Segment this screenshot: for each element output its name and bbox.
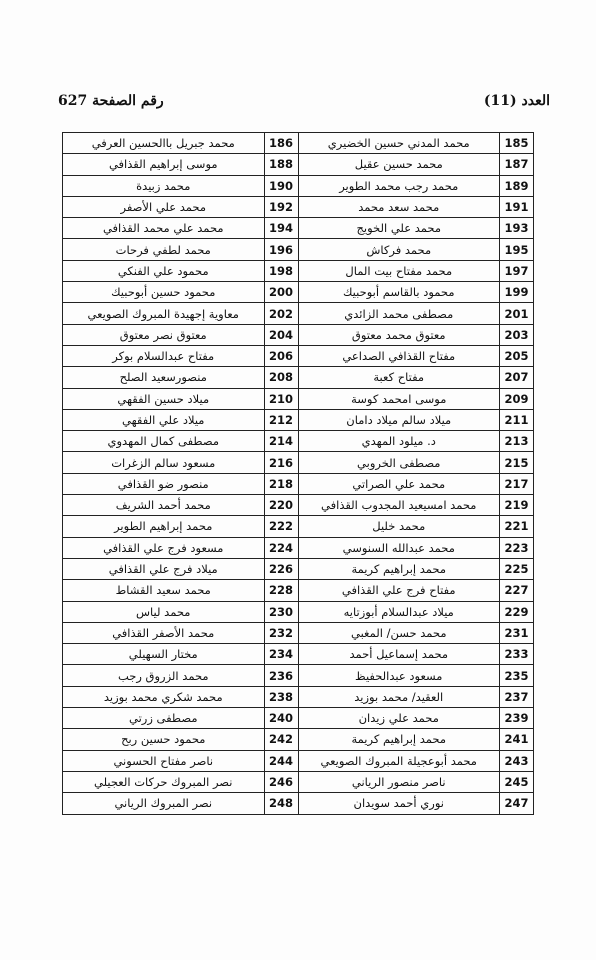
entry-number: 201 bbox=[500, 303, 534, 324]
table-row bbox=[63, 750, 534, 771]
entry-number: 214 bbox=[264, 431, 298, 452]
entry-name: مفتاح كعبة bbox=[298, 367, 500, 388]
entry-number: 238 bbox=[264, 686, 298, 707]
table-row bbox=[63, 793, 534, 814]
entry-name: محمد المدني حسين الخضيري bbox=[298, 133, 500, 154]
entry-number: 215 bbox=[500, 452, 534, 473]
entry-name: مختار السهيلي bbox=[63, 644, 265, 665]
entry-number: 193 bbox=[500, 218, 534, 239]
entry-name: محمد عبدالله السنوسي bbox=[298, 537, 500, 558]
table-row bbox=[63, 388, 534, 409]
entry-name: منصورسعيد الصلح bbox=[63, 367, 265, 388]
entry-number: 187 bbox=[500, 154, 534, 175]
entry-name: محمد الزروق رجب bbox=[63, 665, 265, 686]
entry-name: محمد علي الأصفر bbox=[63, 196, 265, 217]
entry-number: 239 bbox=[500, 708, 534, 729]
entry-number: 209 bbox=[500, 388, 534, 409]
entry-name: العقيد/ محمد بوزيد bbox=[298, 686, 500, 707]
entry-number: 195 bbox=[500, 239, 534, 260]
entry-number: 199 bbox=[500, 282, 534, 303]
table-row bbox=[63, 367, 534, 388]
entry-name: نصر المبروك حركات العجيلي bbox=[63, 771, 265, 792]
entry-name: محمد أبوعجيلة المبروك الصويعي bbox=[298, 750, 500, 771]
entry-name: محمد أحمد الشريف bbox=[63, 495, 265, 516]
entry-name: مصطفى الخروبي bbox=[298, 452, 500, 473]
entry-name: مسعود عبدالحفيظ bbox=[298, 665, 500, 686]
entry-number: 216 bbox=[264, 452, 298, 473]
table-row bbox=[63, 516, 534, 537]
entry-number: 220 bbox=[264, 495, 298, 516]
entry-name: محمد لطفي فرحات bbox=[63, 239, 265, 260]
entry-number: 217 bbox=[500, 473, 534, 494]
entry-name: محمد إبراهيم الطوير bbox=[63, 516, 265, 537]
table-row bbox=[63, 622, 534, 643]
entry-number: 244 bbox=[264, 750, 298, 771]
entry-name: مفتاح عبدالسلام بوكر bbox=[63, 345, 265, 366]
entry-number: 208 bbox=[264, 367, 298, 388]
entry-number: 245 bbox=[500, 771, 534, 792]
entry-name: محمد سعيد القشاط bbox=[63, 580, 265, 601]
entry-number: 202 bbox=[264, 303, 298, 324]
entry-name: محمود حسين أبوحبيك bbox=[63, 282, 265, 303]
entry-name: محمد جبريل باالحسين العرفي bbox=[63, 133, 265, 154]
entry-name: مسعود سالم الزغرات bbox=[63, 452, 265, 473]
entry-number: 225 bbox=[500, 558, 534, 579]
entry-name: محمد زبيدة bbox=[63, 175, 265, 196]
entry-number: 227 bbox=[500, 580, 534, 601]
entry-name: ميلاد حسين الفقهي bbox=[63, 388, 265, 409]
entry-name: محمود علي الفنكي bbox=[63, 260, 265, 281]
entry-name: محمد حسين عقيل bbox=[298, 154, 500, 175]
entry-name: ميلاد سالم ميلاد دامان bbox=[298, 409, 500, 430]
entry-number: 191 bbox=[500, 196, 534, 217]
entry-name: مفتاح فرج علي القذافي bbox=[298, 580, 500, 601]
entry-number: 236 bbox=[264, 665, 298, 686]
entry-name: محمد خليل bbox=[298, 516, 500, 537]
table-row bbox=[63, 580, 534, 601]
entry-number: 192 bbox=[264, 196, 298, 217]
entry-number: 231 bbox=[500, 622, 534, 643]
entry-name: مسعود فرج علي القذافي bbox=[63, 537, 265, 558]
entry-number: 218 bbox=[264, 473, 298, 494]
entry-name: د. ميلود المهدي bbox=[298, 431, 500, 452]
entry-name: معتوق محمد معتوق bbox=[298, 324, 500, 345]
entry-name: محمد علي محمد القذافي bbox=[63, 218, 265, 239]
entry-number: 194 bbox=[264, 218, 298, 239]
entry-number: 233 bbox=[500, 644, 534, 665]
entry-name: محمد لياس bbox=[63, 601, 265, 622]
entry-name: منصور ضو القذافي bbox=[63, 473, 265, 494]
entry-name: ميلاد علي الفقهي bbox=[63, 409, 265, 430]
entry-name: موسى إبراهيم القذافي bbox=[63, 154, 265, 175]
entry-name: محمود بالقاسم أبوحبيك bbox=[298, 282, 500, 303]
table-row bbox=[63, 644, 534, 665]
entry-number: 207 bbox=[500, 367, 534, 388]
table-row bbox=[63, 218, 534, 239]
entry-number: 189 bbox=[500, 175, 534, 196]
table-row bbox=[63, 771, 534, 792]
table-row bbox=[63, 260, 534, 281]
entry-number: 248 bbox=[264, 793, 298, 814]
entry-name: معاوية إجهيدة المبروك الصويعي bbox=[63, 303, 265, 324]
entry-name: مصطفى زرتي bbox=[63, 708, 265, 729]
entry-number: 219 bbox=[500, 495, 534, 516]
page-number: رقم الصفحة 627 bbox=[58, 93, 164, 109]
table-row bbox=[63, 601, 534, 622]
entry-number: 200 bbox=[264, 282, 298, 303]
names-table bbox=[62, 132, 534, 815]
entry-number: 211 bbox=[500, 409, 534, 430]
table-row bbox=[63, 303, 534, 324]
table-row bbox=[63, 708, 534, 729]
entry-name: معتوق نصر معتوق bbox=[63, 324, 265, 345]
entry-number: 223 bbox=[500, 537, 534, 558]
table-row bbox=[63, 345, 534, 366]
entry-name: محمد إبراهيم كريمة bbox=[298, 729, 500, 750]
entry-number: 228 bbox=[264, 580, 298, 601]
entry-number: 229 bbox=[500, 601, 534, 622]
table-row bbox=[63, 239, 534, 260]
table-row bbox=[63, 175, 534, 196]
entry-number: 246 bbox=[264, 771, 298, 792]
entry-number: 243 bbox=[500, 750, 534, 771]
entry-number: 205 bbox=[500, 345, 534, 366]
table-row bbox=[63, 558, 534, 579]
entry-number: 222 bbox=[264, 516, 298, 537]
entry-name: محمد شكري محمد بوزيد bbox=[63, 686, 265, 707]
table-row bbox=[63, 665, 534, 686]
entry-number: 212 bbox=[264, 409, 298, 430]
entry-name: ميلاد فرج علي القذافي bbox=[63, 558, 265, 579]
entry-name: محمد فركاش bbox=[298, 239, 500, 260]
issue-number: العدد (11) bbox=[483, 93, 550, 109]
entry-number: 221 bbox=[500, 516, 534, 537]
entry-name: محمد سعد محمد bbox=[298, 196, 500, 217]
entry-name: مفتاح القذافي الصداعي bbox=[298, 345, 500, 366]
entry-number: 232 bbox=[264, 622, 298, 643]
table-row bbox=[63, 154, 534, 175]
entry-number: 204 bbox=[264, 324, 298, 345]
entry-name: محمد الأصفر القذافي bbox=[63, 622, 265, 643]
entry-name: ناصر مفتاح الحسوني bbox=[63, 750, 265, 771]
entry-number: 190 bbox=[264, 175, 298, 196]
table-row bbox=[63, 409, 534, 430]
table-row bbox=[63, 537, 534, 558]
entry-number: 240 bbox=[264, 708, 298, 729]
entry-name: محمد إسماعيل أحمد bbox=[298, 644, 500, 665]
entry-name: ميلاد عبدالسلام أبوزتايه bbox=[298, 601, 500, 622]
entry-number: 235 bbox=[500, 665, 534, 686]
entry-name: محمد امسيعيد المجدوب القذافي bbox=[298, 495, 500, 516]
entry-name: محمود حسين ربح bbox=[63, 729, 265, 750]
table-row bbox=[63, 452, 534, 473]
entry-number: 241 bbox=[500, 729, 534, 750]
entry-name: محمد مفتاح بيت المال bbox=[298, 260, 500, 281]
entry-number: 206 bbox=[264, 345, 298, 366]
table-row bbox=[63, 431, 534, 452]
page-header bbox=[58, 93, 550, 109]
entry-name: مصطفى كمال المهدوي bbox=[63, 431, 265, 452]
entry-name: محمد حسن/ المغبي bbox=[298, 622, 500, 643]
names-table-body bbox=[63, 133, 534, 815]
table-row bbox=[63, 495, 534, 516]
entry-name: نوري أحمد سويدان bbox=[298, 793, 500, 814]
table-row bbox=[63, 686, 534, 707]
entry-number: 196 bbox=[264, 239, 298, 260]
entry-name: ناصر منصور الرياني bbox=[298, 771, 500, 792]
entry-number: 210 bbox=[264, 388, 298, 409]
entry-number: 203 bbox=[500, 324, 534, 345]
entry-name: مصطفى محمد الزائدي bbox=[298, 303, 500, 324]
table-row bbox=[63, 729, 534, 750]
entry-name: محمد علي الصراتي bbox=[298, 473, 500, 494]
entry-name: محمد علي زيدان bbox=[298, 708, 500, 729]
entry-number: 247 bbox=[500, 793, 534, 814]
entry-number: 185 bbox=[500, 133, 534, 154]
entry-number: 186 bbox=[264, 133, 298, 154]
table-row bbox=[63, 196, 534, 217]
entry-number: 197 bbox=[500, 260, 534, 281]
table-row bbox=[63, 133, 534, 154]
entry-name: محمد علي الخويج bbox=[298, 218, 500, 239]
table-row bbox=[63, 324, 534, 345]
entry-name: نصر المبروك الرياني bbox=[63, 793, 265, 814]
entry-name: محمد إبراهيم كريمة bbox=[298, 558, 500, 579]
entry-number: 198 bbox=[264, 260, 298, 281]
entry-number: 224 bbox=[264, 537, 298, 558]
entry-number: 213 bbox=[500, 431, 534, 452]
entry-number: 242 bbox=[264, 729, 298, 750]
entry-name: موسى امحمد كوسة bbox=[298, 388, 500, 409]
entry-number: 237 bbox=[500, 686, 534, 707]
table-row bbox=[63, 473, 534, 494]
entry-name: محمد رجب محمد الطوير bbox=[298, 175, 500, 196]
entry-number: 234 bbox=[264, 644, 298, 665]
entry-number: 226 bbox=[264, 558, 298, 579]
entry-number: 188 bbox=[264, 154, 298, 175]
table-row bbox=[63, 282, 534, 303]
entry-number: 230 bbox=[264, 601, 298, 622]
